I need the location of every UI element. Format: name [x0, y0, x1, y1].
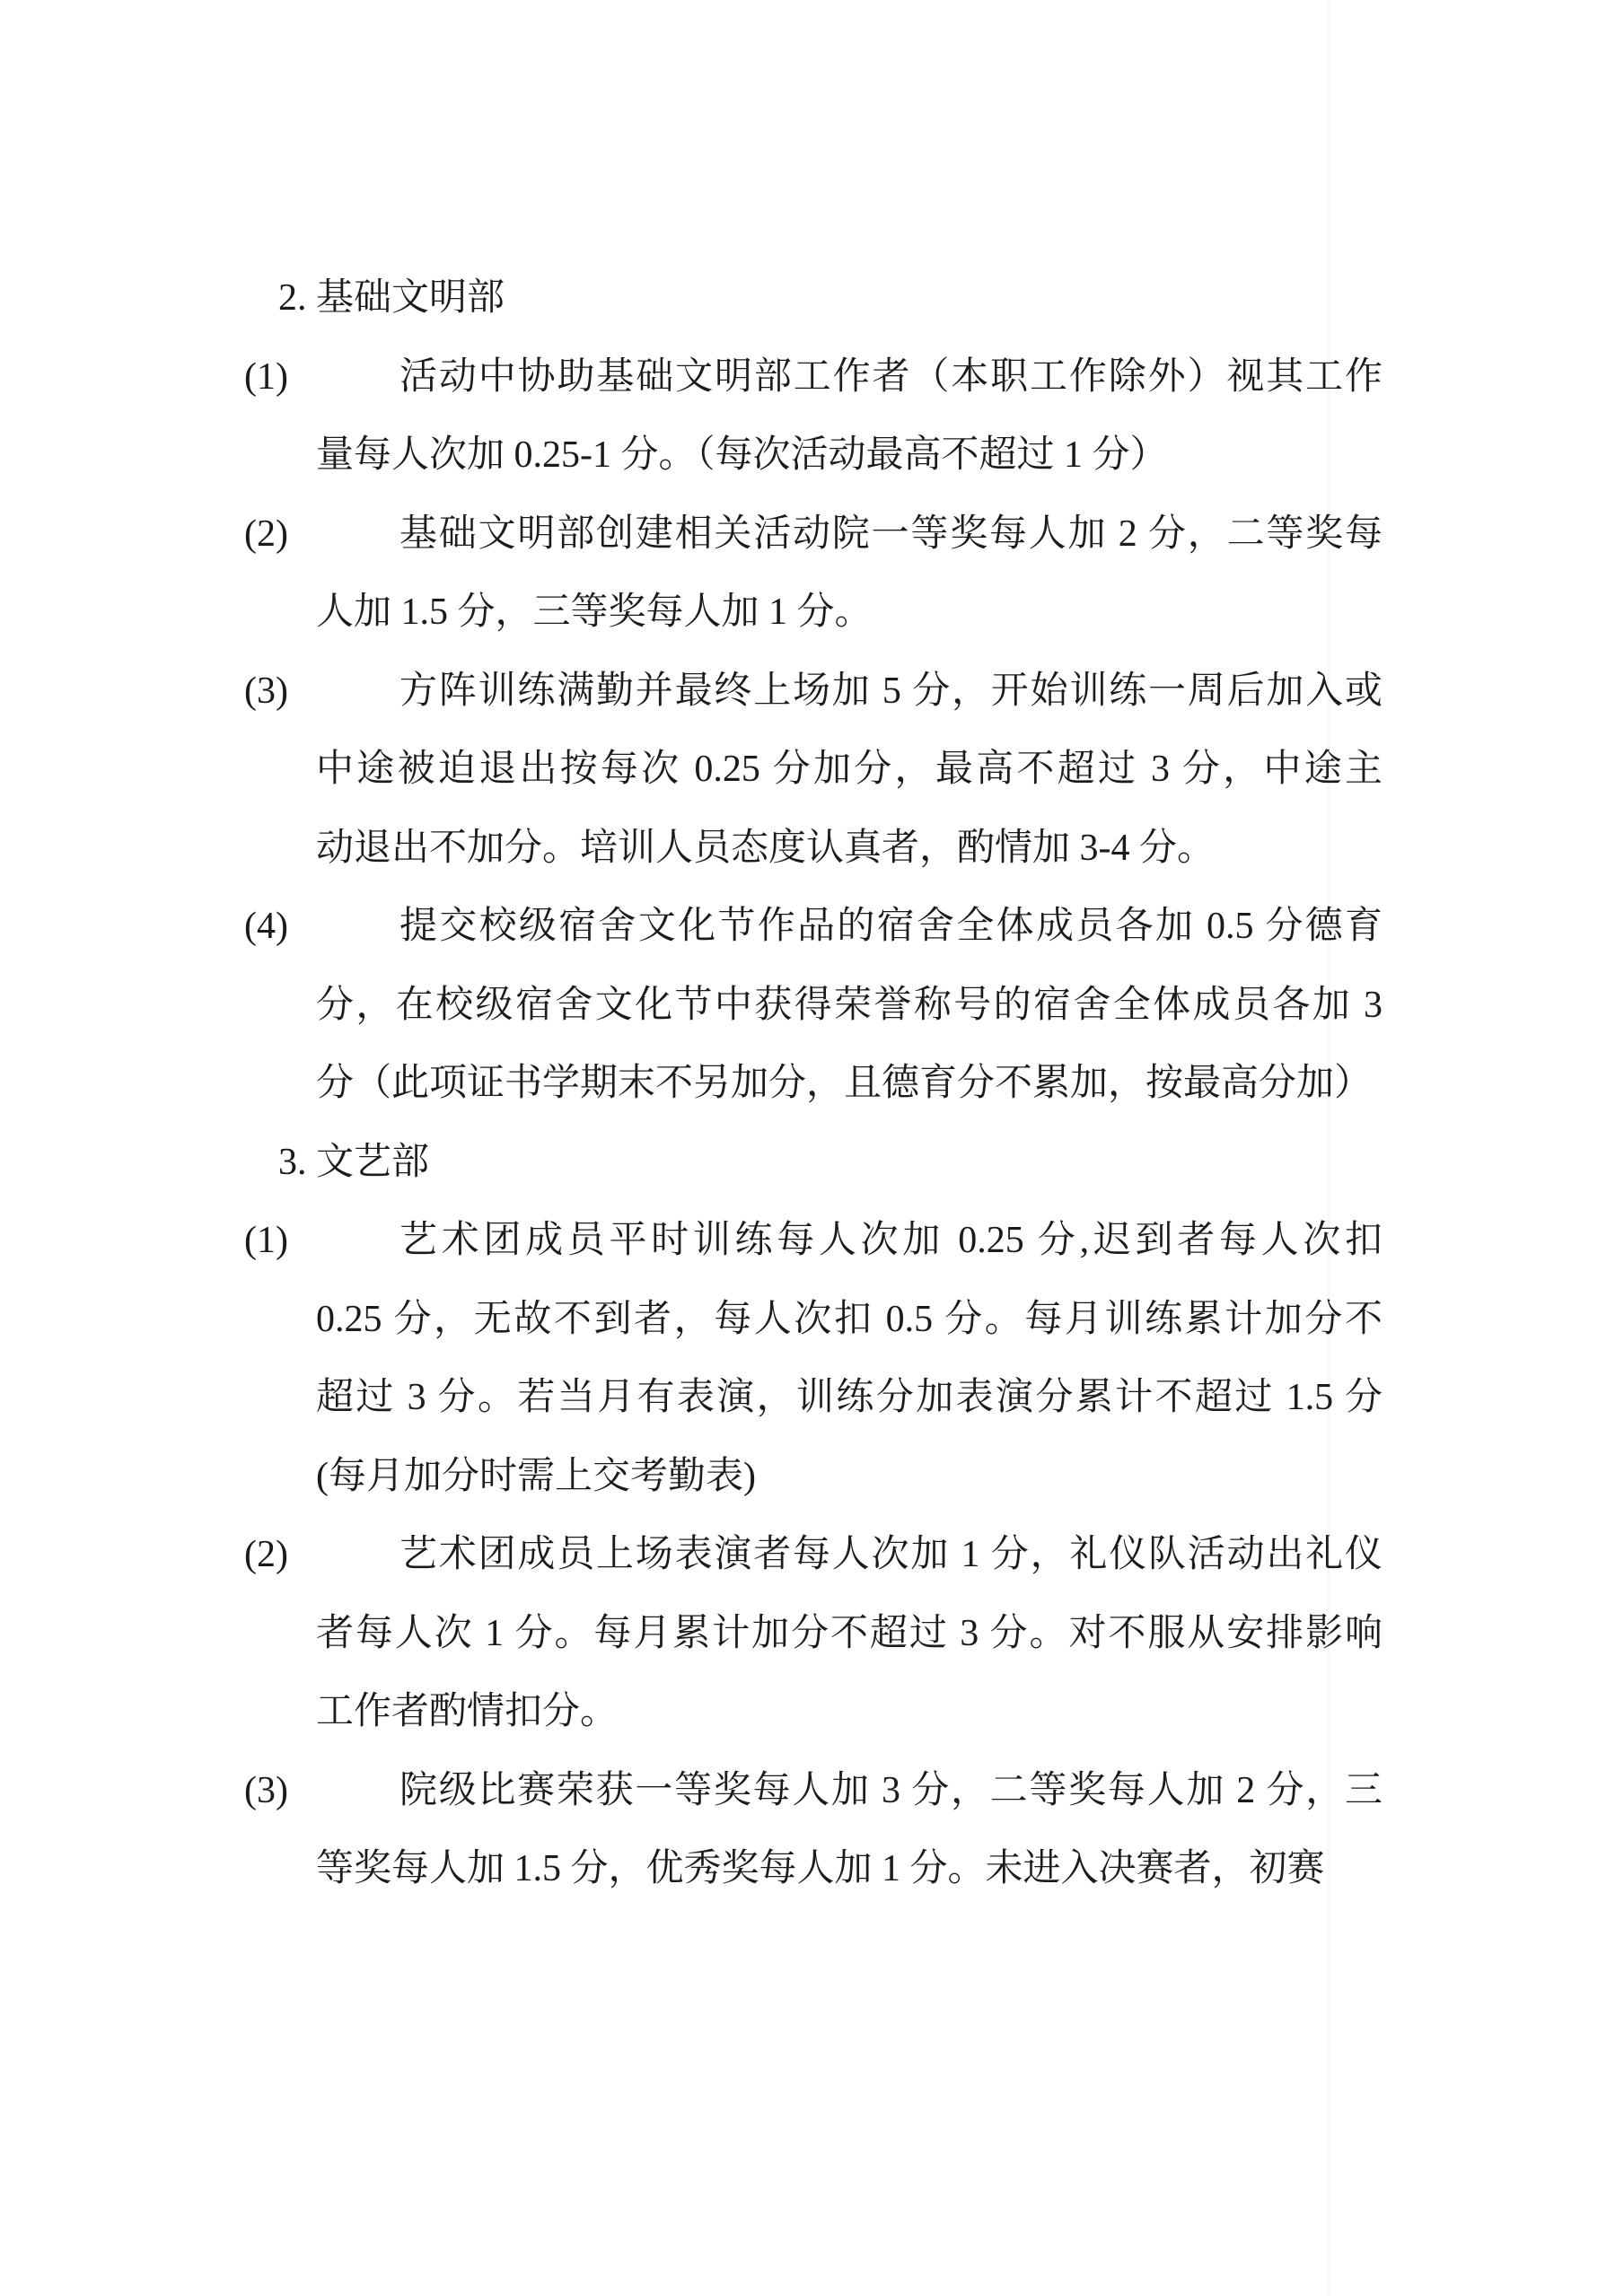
text-line: 者每人次 1 分。每月累计加分不超过 3 分。对不服从安排影响 [316, 1612, 1383, 1654]
item-number: (1) [244, 1220, 288, 1261]
text-line: 中途被迫退出按每次 0.25 分加分，最高不超过 3 分，中途主 [316, 749, 1383, 790]
text-line: 超过 3 分。若当月有表演，训练分加表演分累计不超过 1.5 分 [316, 1377, 1383, 1418]
section-heading: 2. 基础文明部 [278, 277, 505, 319]
section-heading: 3. 文艺部 [278, 1141, 430, 1183]
text-line: 人加 1.5 分，三等奖每人加 1 分。 [316, 592, 873, 633]
item-number: (3) [244, 670, 288, 712]
text-line: 工作者酌情扣分。 [316, 1691, 619, 1732]
list-item [244, 653, 1383, 889]
item-number: (2) [244, 513, 288, 555]
item-number: (1) [244, 355, 288, 398]
list-item [244, 888, 1383, 1124]
text-line: 活动中协助基础文明部工作者（本职工作除外）视其工作 [399, 355, 1383, 398]
text-line: 0.25 分，无故不到者，每人次扣 0.5 分。每月训练累计加分不 [316, 1298, 1383, 1340]
document-body [0, 259, 1624, 1909]
item-number: (3) [244, 1769, 288, 1811]
list-item [244, 1752, 1383, 1909]
list-item [244, 338, 1383, 495]
text-line: 分，在校级宿舍文化节中获得荣誉称号的宿舍全体成员各加 3 [316, 984, 1383, 1026]
list-item [244, 495, 1383, 653]
text-line: 院级比赛荣获一等奖每人加 3 分，二等奖每人加 2 分，三 [399, 1769, 1383, 1811]
text-line: 基础文明部创建相关活动院一等奖每人加 2 分，二等奖每 [399, 513, 1383, 555]
text-line: (每月加分时需上交考勤表) [316, 1455, 756, 1497]
text-line: 等奖每人加 1.5 分，优秀奖每人加 1 分。未进入决赛者，初赛 [316, 1848, 1325, 1889]
text-line: 动退出不加分。培训人员态度认真者，酌情加 3-4 分。 [316, 827, 1215, 869]
list-item [244, 1516, 1383, 1752]
text-line: 量每人次加 0.25-1 分。（每次活动最高不超过 1 分） [316, 434, 1168, 476]
text-line: 方阵训练满勤并最终上场加 5 分，开始训练一周后加入或 [399, 670, 1383, 712]
text-line: 提交校级宿舍文化节作品的宿舍全体成员各加 0.5 分德育 [399, 906, 1383, 947]
list-item [244, 1202, 1383, 1516]
text-line: 分（此项证书学期末不另加分，且德育分不累加，按最高分加） [316, 1063, 1373, 1104]
text-line: 艺术团成员上场表演者每人次加 1 分，礼仪队活动出礼仪 [399, 1534, 1383, 1575]
item-number: (4) [244, 906, 288, 947]
item-number: (2) [244, 1534, 288, 1575]
text-line: 艺术团成员平时训练每人次加 0.25 分,迟到者每人次扣 [399, 1220, 1383, 1261]
